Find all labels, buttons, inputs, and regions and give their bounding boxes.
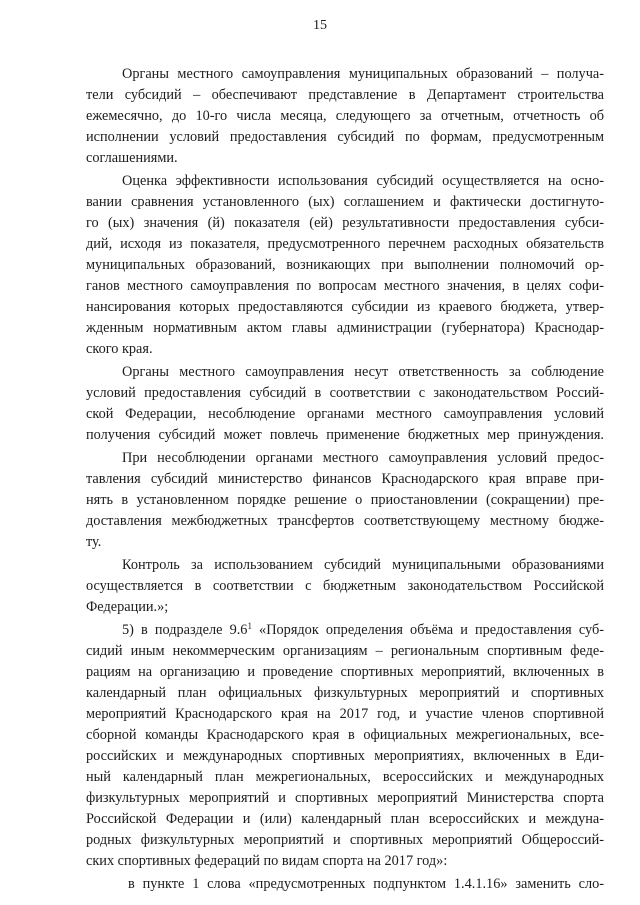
text-line: условий предоставления субсидий в соответствии с законодательством Россий-	[86, 385, 604, 401]
text-line: Федерации.»;	[86, 599, 169, 615]
text-line: нансирования которых предоставляются субсидии из краевого бюджета, утвер-	[86, 299, 604, 315]
text-line: получения субсидий может повлечь применение бюджетных мер принуждения.	[86, 427, 604, 443]
text-line: го (ых) значения (й) показателя (ей) результативности предоставления субси-	[86, 215, 604, 231]
text-line: дий, исходя из показателя, предусмотренного перечнем расходных обязательств	[86, 236, 604, 252]
text-line: ских спортивных федераций по видам спорта на 2017 год»:	[86, 853, 448, 869]
text-line: Российской Федерации и (или) календарный план всероссийских и междуна-	[86, 811, 604, 827]
text-line: ежемесячно, до 10-го числа месяца, следующего за отчетным, отчетность об	[86, 108, 604, 124]
page-number: 15	[313, 18, 327, 33]
text-line: соглашениями.	[86, 150, 178, 166]
text-line: доставления межбюджетных трансфертов соответствующему местному бюдже-	[86, 513, 604, 529]
text-line: муниципальных образований, возникающих при выполнении полномочий ор-	[86, 257, 604, 273]
text-line: Контроль за использованием субсидий муниципальными образованиями	[122, 557, 604, 573]
text-line: календарный план официальных физкультурных мероприятий и спортивных	[86, 685, 604, 701]
text-line: физкультурных мероприятий и спортивных мероприятий Министерства спорта	[86, 790, 604, 806]
text-line: сидий иным некоммерческим организациям – региональным спортивным феде-	[86, 643, 604, 659]
text-line: ской Федерации, несоблюдение органами местного самоуправления условий	[86, 406, 604, 422]
text-line: ный календарный план межрегиональных, всероссийских и международных	[86, 769, 604, 785]
text-line: российских и международных спортивных мероприятиях, включенных в Еди-	[86, 748, 604, 764]
text-line: При несоблюдении органами местного самоуправления условий предос-	[122, 450, 604, 466]
text-line: 5) в подразделе $9.6^1$ «Порядок определения объёма и предоставления суб-	[122, 621, 604, 638]
text-line: в пункте 1 слова «предусмотренных подпунктом 1.4.1.16» заменить сло-	[128, 876, 604, 892]
text-line: тели субсидий – обеспечивают представление в Департамент строительства	[86, 87, 604, 103]
text-line: Органы местного самоуправления муниципальных образований – получа-	[122, 66, 604, 82]
text-line: осуществляется в соответствии с бюджетным законодательством Российской	[86, 578, 604, 594]
text-line: мероприятий Краснодарского края на 2017 год, и участие членов спортивной	[86, 706, 604, 722]
superscript: 1	[247, 621, 252, 631]
text-line: ту.	[86, 534, 102, 550]
text-line: родных физкультурных мероприятий и спортивных мероприятий Общероссий-	[86, 832, 604, 848]
text-line: тавления субсидий министерство финансов Краснодарского края вправе при-	[86, 471, 604, 487]
text-line: Органы местного самоуправления несут ответственность за соблюдение	[122, 364, 604, 380]
text-line: сборной команды Краснодарского края в официальных межрегиональных, все-	[86, 727, 604, 743]
text-line: Оценка эффективности использования субсидий осуществляется на осно-	[122, 173, 604, 189]
text-line: ского края.	[86, 341, 153, 357]
text-line: вании сравнения установленного (ых) соглашением и фактически достигнуто-	[86, 194, 604, 210]
text-line: жденным нормативным актом главы администрации (губернатора) Краснодар-	[86, 320, 604, 336]
text-line: нять в установленном порядке решение о приостановлении (сокращении) пре-	[86, 492, 604, 508]
text-line: исполнении условий предоставления субсидий по формам, предусмотренным	[86, 129, 604, 145]
text-line: ганов местного самоуправления по вопросам местного значения, в целях софи-	[86, 278, 604, 294]
text-line: рациям на организацию и проведение спортивных мероприятий, включенных в	[86, 664, 604, 680]
